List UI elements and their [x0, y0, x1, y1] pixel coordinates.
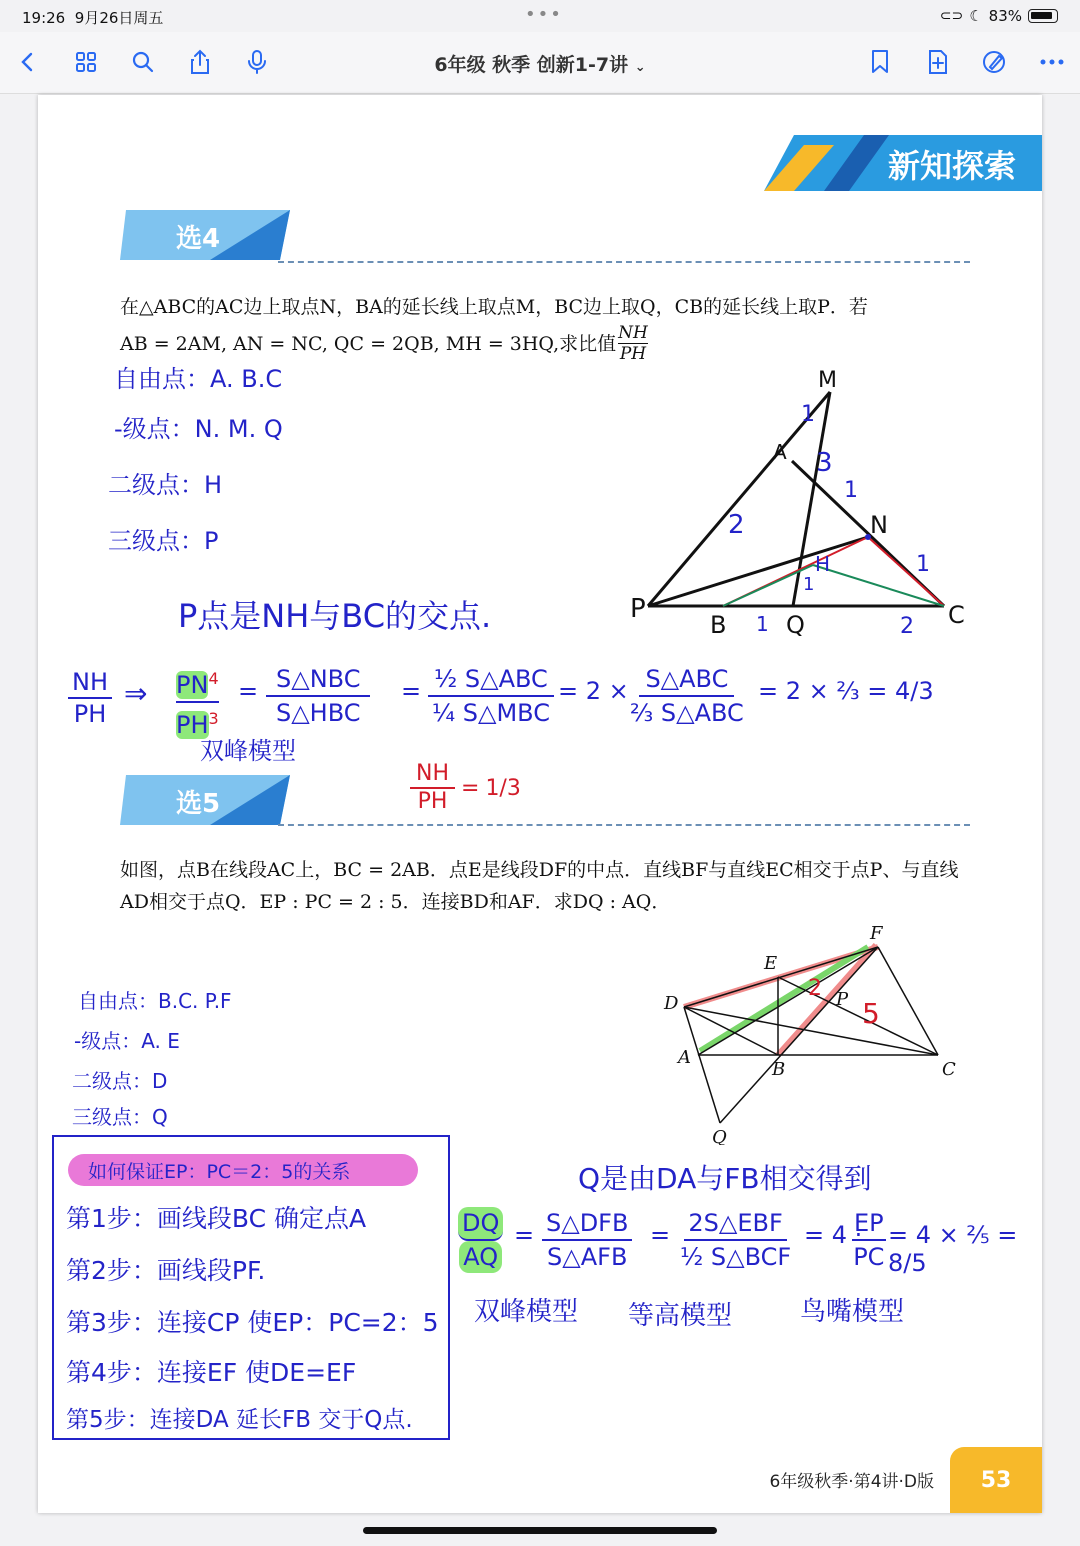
moon-icon: ☾ — [969, 7, 983, 25]
note-p-intersection: P点是NH与BC的交点. — [178, 597, 492, 635]
problem-5-line1: 如图，点B在线段AC上，BC = 2AB．点E是线段DF的中点．直线BF与直线EC相交于点P、与直线 — [120, 859, 959, 881]
note-third-level-5: 三级点：Q — [72, 1105, 168, 1129]
note-third-level: 三级点：P — [108, 527, 219, 555]
problem-4-text — [120, 291, 980, 364]
seg-label: 1 — [844, 478, 858, 503]
note-first-level-5: -级点：A. E — [74, 1029, 180, 1053]
steps-box — [52, 1135, 450, 1440]
document-page — [38, 95, 1042, 1513]
label-h: H — [815, 552, 831, 576]
note-second-level-5: 二级点：D — [72, 1069, 168, 1093]
step-5: 第5步：连接DA 延长FB 交于Q点. — [66, 1407, 413, 1433]
note-free-points-5: 自由点：B.C. P.F — [78, 989, 232, 1013]
note-model-3: 鸟嘴模型 — [800, 1297, 905, 1327]
note-model-2: 等高模型 — [628, 1301, 733, 1331]
section-label-5: 选5 — [176, 789, 221, 819]
ratio-label-5: 5 — [862, 997, 880, 1030]
label-m: M — [818, 368, 837, 393]
note-double-peak-model: 双峰模型 — [200, 737, 296, 765]
note-model-1: 双峰模型 — [474, 1297, 579, 1327]
seg-label: 2 — [728, 510, 745, 540]
more-icon[interactable] — [1036, 46, 1068, 78]
box-title: 如何保证EP：PC＝2：5的关系 — [88, 1161, 351, 1183]
equation-5: DQ AQ = S△DFB S△AFB = 2S△EBF ½ S△BCF = 4 · EP PC = 4 × ⅖ = 8/5 — [458, 1207, 1038, 1287]
problem-4-line1: 在△ABC的AC边上取点N，BA的延长线上取点M，BC边上取Q，CB的延长线上取P．若 — [120, 296, 868, 318]
label-p: P — [630, 594, 646, 624]
problem-5-text — [120, 854, 990, 918]
label-d: D — [664, 993, 679, 1014]
label-b: B — [772, 1059, 786, 1080]
section-label-4: 选4 — [176, 224, 221, 254]
status-bar — [0, 0, 1080, 32]
link-icon: ⊂⊃ — [939, 8, 964, 24]
equation-4: NH PH ⇒ $PN^4$ $PH^3$ = S△NBC S△HBC = ½ S△ABC ¼ S△MBC = 2 × S△ABC ⅔ S△ABC = 2 × ⅔ = 4/3 — [58, 663, 1028, 743]
label-e: E — [764, 953, 778, 974]
seg-label: 1 — [801, 402, 815, 427]
note-q-intersection: Q是由DA与FB相交得到 — [578, 1162, 872, 1195]
bookmark-icon[interactable] — [864, 46, 896, 78]
status-time: 19:26 9月26日周五 — [22, 9, 164, 27]
note-first-level: -级点：N. M. Q — [114, 415, 283, 443]
home-indicator[interactable] — [363, 1527, 717, 1534]
seg-label: 3 — [816, 448, 833, 478]
problem-4-line2: AB = 2AM, AN = NC, QC = 2QB, MH = 3HQ,求比值 NH PH — [120, 323, 648, 364]
seg-label: 2 — [900, 614, 914, 639]
ratio-label-2: 2 — [808, 976, 822, 1001]
label-n: N — [870, 511, 888, 539]
figure-triangle-abc — [618, 365, 978, 645]
footer-text: 6年级秋季·第4讲·D版 — [769, 1472, 934, 1492]
page-number: 53 — [950, 1447, 1042, 1513]
divider — [278, 824, 970, 826]
label-q: Q — [786, 611, 805, 639]
multitask-dots-icon[interactable]: ••• — [525, 4, 563, 25]
chevron-down-icon[interactable]: ⌄ — [634, 60, 646, 75]
figure-quadrilateral — [658, 925, 998, 1145]
answer-4: $\frac{NH}{PH}$ = 1/3 — [410, 761, 521, 815]
banner-title: 新知探索 — [887, 147, 1016, 185]
label-b: B — [710, 611, 727, 639]
divider — [278, 261, 970, 263]
label-q: Q — [712, 1127, 727, 1145]
label-f: F — [870, 925, 883, 944]
battery-icon — [1028, 9, 1058, 23]
label-a: A — [678, 1047, 691, 1068]
note-second-level: 二级点：H — [108, 471, 223, 499]
label-p: P — [836, 989, 849, 1010]
step-3: 第3步：连接CP 使EP：PC=2：5 — [66, 1308, 439, 1337]
problem-5-line2: AD相交于点Q．EP : PC = 2 : 5．连接BD和AF．求DQ : AQ． — [120, 891, 671, 913]
add-page-icon[interactable] — [922, 46, 954, 78]
label-c: C — [942, 1059, 956, 1080]
battery-percent: 83% — [988, 7, 1022, 25]
seg-label: 1 — [756, 612, 769, 636]
app-toolbar — [0, 32, 1080, 94]
label-c: C — [948, 601, 965, 629]
document-title[interactable]: 6年级 秋季 创新1-7讲 ⌄ — [434, 54, 646, 76]
seg-label: 1 — [916, 552, 930, 577]
step-4: 第4步：连接EF 使DE=EF — [66, 1358, 357, 1387]
step-1: 第1步：画线段BC 确定点A — [66, 1204, 367, 1233]
step-2: 第2步：画线段PF. — [66, 1256, 266, 1285]
label-a: A — [773, 440, 787, 464]
note-free-points: 自由点：A. B.C — [114, 365, 283, 393]
markup-pen-icon[interactable] — [978, 46, 1010, 78]
seg-label: 1 — [803, 574, 815, 595]
